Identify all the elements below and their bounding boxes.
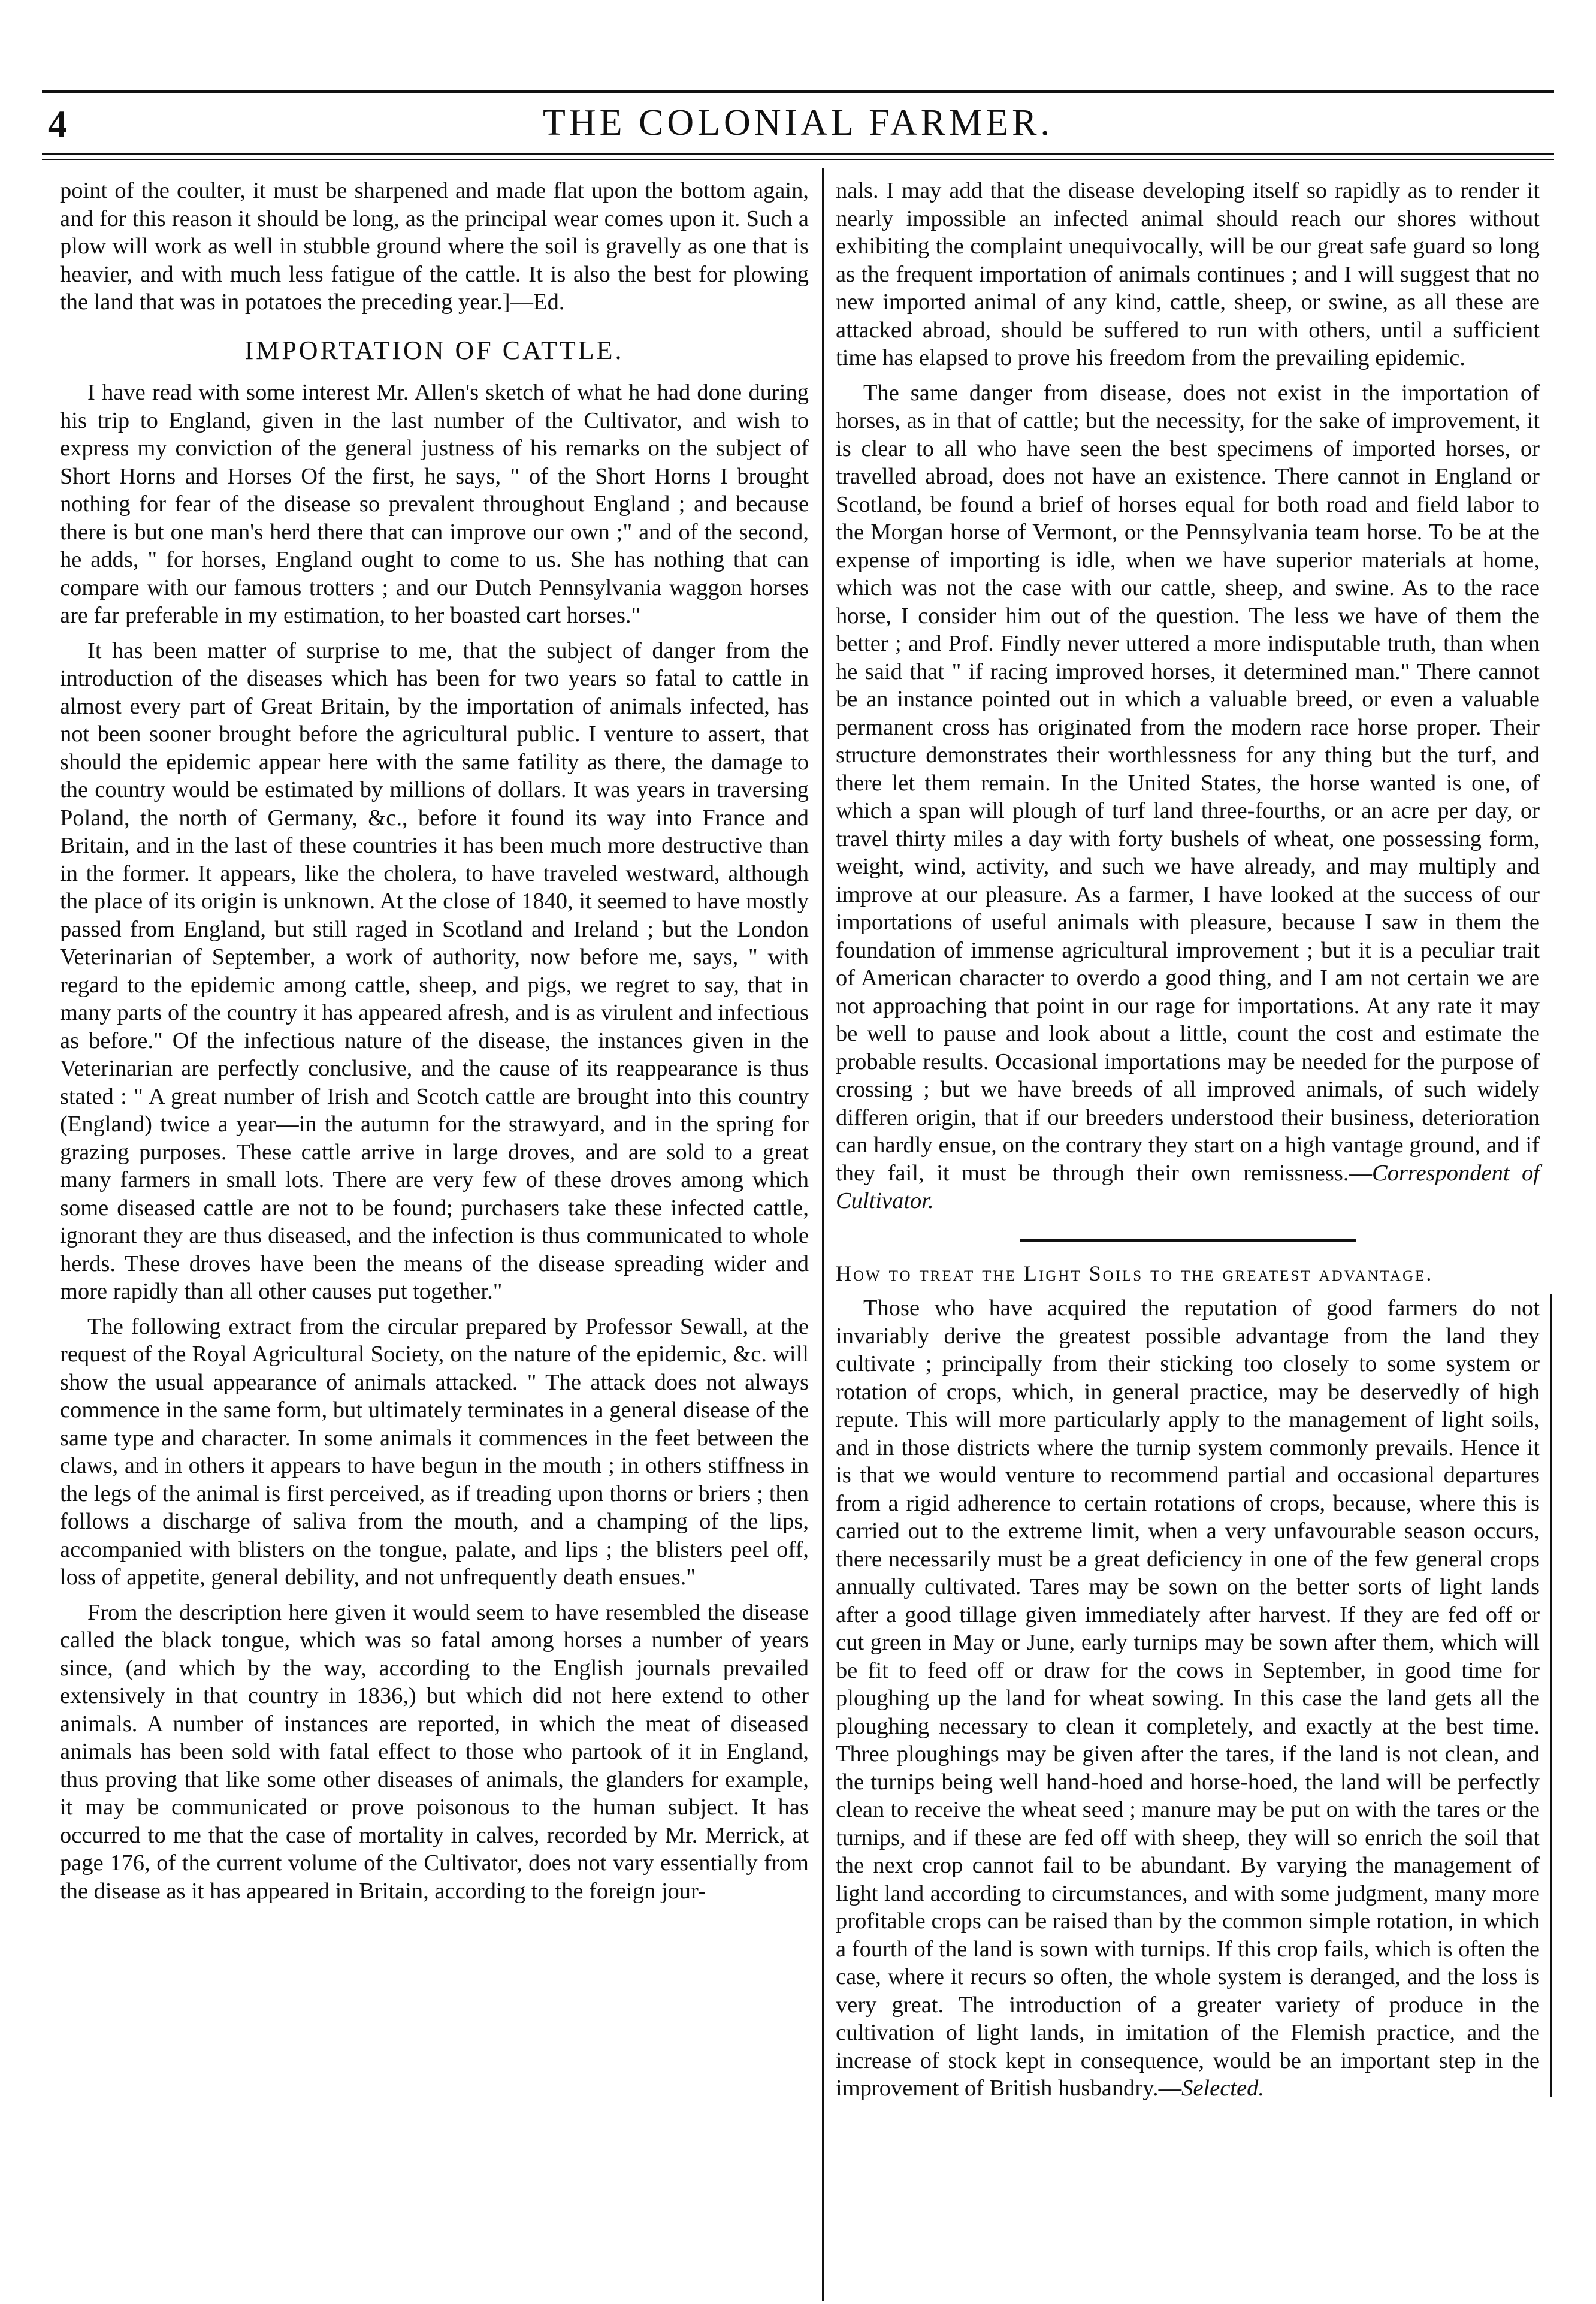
article-paragraph: It has been matter of surprise to me, that the subject of danger from the introduction of the diseases which has been for two years so fatal to cattle in almost every part of Great Britain, by the importation of animals infected, has not been sooner brought before the agricultural public. I venture to assert, that should the epidemic appear here with the same fatility as there, the damage to the country would be estimated by millions of dollars. It was years in traversing Poland, the north of Germany, &c., before it found its way into France and Britain, and in the last of these countries it has been much more destructive than in the former. It appears, like the cholera, to have traveled westward, although the place of its origin is unknown. At the close of 1840, it seemed to have mostly passed from England, but still raged in Scotland and Ireland ; but the London Veterinarian of September, a work of authority, now before me, says, " with regard to the epidemic among cattle, sheep, and pigs, we regret to say, that in many parts of the country it has appeared afresh, and is as virulent and infectious as before." Of the infectious nature of the disease, the instances given in the Veterinarian are perfectly conclusive, and the cause of its reappearance is thus stated : " A great number of Irish and Scotch cattle are brought into this country (England) twice a year—in the autumn for the strawyard, and in the spring for grazing purposes. These cattle arrive in large droves, and are sold to a great many farmers in small lots. There are very few of these droves among which some diseased cattle are not to be found; purchasers take these infected cattle, ignorant they are thus diseased, and the infection is thus communicated to whole herds. These droves have been the means of the disease spreading wider and more rapidly than all other causes put together." — [60, 638, 809, 1304]
paragraph-text: Those who have acquired the reputation of good farmers do not invariably derive the greatest possible advantage from the land they cultivate ; principally from their sticking too closely to some system or rotation of crops, which, in general practice, may be deservedly of high repute. This will more particularly apply to the management of light soils, and in those districts where the turnip system commonly prevails. Hence it is that we would venture to recommend partial and occasional departures from a rigid adherence to certain rotations of crops, because, where this is carried out to the extreme limit, when a very unfavourable season occurs, there necessarily must be a great deficiency in one of the few general crops annually cultivated. Tares may be sown on the better sorts of light lands after a good tillage given immediately after harvest. If they are fed off or cut green in May or June, early turnips may be sown after them, which will be fit to feed off or draw for the cows in September, in good time for ploughing up the land for wheat sowing. In this case the land gets all the ploughing necessary to clean it completely, and exactly at the best time. Three ploughings may be given after the tares, if the land is not clean, and the turnips being well hand-hoed and horse-hoed, the land will be perfectly clean to receive the wheat seed ; manure may be put on with the tares or the turnips, and if these are fed off with sheep, they will so enrich the soil that the next crop cannot fail to be abundant. By varying the management of light land according to circumstances, and with some judgment, many more profitable crops can be raised than by the common simple rotation, in which a fourth of the land is sown with turnips. If this crop fails, which is often the case, where it recurs so often, the whole system is deranged, and the loss is very great. The introduction of a greater variety of produce in the cultivation of light lands, in imitation of the Flemish practice, and the increase of stock kept in consequence, would be an important step in the improvement of British husbandry.— — [836, 1296, 1540, 2101]
column-divider — [822, 168, 824, 2301]
article-paragraph — [836, 379, 1540, 1215]
editor-note-paragraph: point of the coulter, it must be sharpened and made flat upon the bottom again, and for this reason it should be long, as the principal wear comes upon it. Such a plow will work as well in stubble ground where the soil is gravelly as one that is heavier, and with much less fatigue of the cattle. It is also the best for plowing the land that was in potatoes the preceding year.]—Ed. — [60, 178, 809, 315]
article-paragraph: I have read with some interest Mr. Allen's sketch of what he had done during his trip to England, given in the last number of the Cultivator, and wish to express my conviction of the general justness of his remarks on the subject of Short Horns and Horses Of the first, he says, " of the Short Horns I brought nothing for fear of the disease so prevalent throughout England ; and because there is but one man's herd there that can improve our own ;" and of the second, he adds, " for horses, England ought to come to us. She has nothing that can compare with our famous trotters ; and our Dutch Pennsylvania waggon horses are far preferable in my estimation, to her boasted cart horses." — [60, 380, 809, 628]
left-column — [60, 177, 809, 1912]
right-column — [836, 177, 1540, 2110]
article-paragraph: From the description here given it would seem to have resembled the disease called the black tongue, which was so fatal among horses a number of years since, (and which by the way, according to the English journals prevailed extensively in that country in 1836,) but which did not here extend to other animals. A number of instances are reported, in which the meat of diseased animals has been sold with fatal effect to those who partook of it in England, thus proving that like some other diseases of animals, the glanders for example, it may be communicated or prove poisonous to the human subject. It has occurred to me that the case of mortality in calves, recorded by Mr. Merrick, at page 176, of the current volume of the Cultivator, does not vary essentially from the disease as it has appeared in Britain, according to the foreign jour- — [60, 1599, 809, 1904]
header-rule — [42, 153, 1554, 155]
article-signature: Correspondent of Cultivator. — [836, 1160, 1540, 1213]
page-number: 4 — [48, 102, 67, 145]
article-title-importation: IMPORTATION OF CATTLE. — [244, 335, 624, 365]
section-rule — [1020, 1239, 1356, 1242]
masthead-title: THE COLONIAL FARMER. — [543, 102, 1053, 143]
paragraph-text: The same danger from disease, does not exist in the importation of horses, as in that of cattle; but the necessity, for the sake of improvement, it is clear to all who have seen the best specimens of imported horses, or travelled abroad, does not have an existence. There cannot in England or Scotland, be found a brief of horses equal for both road and field labor to the Morgan horse of Vermont, or the Pennsylvania team horse. To be at the expense of importing is idle, when we have superior materials at home, which was not the case with our cattle, sheep, and swine. As to the race horse, I consider him out of the question. The less we have of them the better ; and Prof. Findly never uttered a more indisputable truth, than when he said that " if racing improved horses, it determined man." There cannot be an instance pointed out in which a valuable breed, or even a valuable permanent cross has originated from the modern race horse proper. Their structure demonstrates their worthlessness for any thing but the turf, and there let them remain. In the United States, the horse wanted is one, of which a span will plough of turf land three-fourths, or an acre per day, or travel thirty miles a day with forty bushels of wheat, one possessing form, weight, wind, activity, and such we have already, and may multiply and improve at our pleasure. As a farmer, I have looked at the success of our importations of useful animals with pleasure, because I saw in them the foundation of immense agricultural improvement ; but it is a peculiar trait of American character to overdo a good thing, and I am not certain we are not approaching that point in our rage for importations. At any rate it may be well to pause and look about a little, count the cost and estimate the probable results. Occasional importations may be needed for the purpose of crossing ; but we have breeds of all improved animals, of such widely differen origin, that if our breeders understood their business, deterioration can hardly ensue, on the contrary they start on a high vantage ground, and if they fail, it must be through their own remissness.— — [836, 380, 1540, 1186]
page-header — [42, 102, 1554, 150]
header-rule-thin — [42, 159, 1554, 160]
column-right-rule — [1550, 1294, 1552, 2097]
article-title-light-soils: How to treat the Light Soils to the greatest advantage. — [836, 1261, 1434, 1285]
article-paragraph: nals. I may add that the disease developing itself so rapidly as to render it nearly impossible an infected animal should reach our shores without exhibiting the complaint unequivocally, will be our great safe guard so long as the frequent importation of animals continues ; and I will suggest that no new imported animal of any kind, cattle, sheep, or swine, as all these are attacked abroad, should be suffered to run with others, until a sufficient time has elapsed to prove his freedom from the prevailing epidemic. — [836, 178, 1540, 370]
article-signature: Selected. — [1181, 2076, 1264, 2101]
article-paragraph: The following extract from the circular prepared by Professor Sewall, at the request of the Royal Agricultural Society, on the nature of the epidemic, &c. will show the usual appearance of animals attacked. " The attack does not always commence in the same form, but ultimately terminates in a general disease of the same type and character. In some animals it commences in the feet between the claws, and in others it appears to have begun in the mouth ; in others stiffness in the legs of the animal is first perceived, as if treading upon thorns or briers ; then follows a discharge of saliva from the mouth, and a champing of the lips, accompanied with blisters on the tongue, palate, and lips ; the blisters peel off, loss of appetite, general debility, and not unfrequently death ensues." — [60, 1313, 809, 1590]
top-rule — [42, 90, 1554, 93]
article-paragraph — [836, 1294, 1540, 2103]
